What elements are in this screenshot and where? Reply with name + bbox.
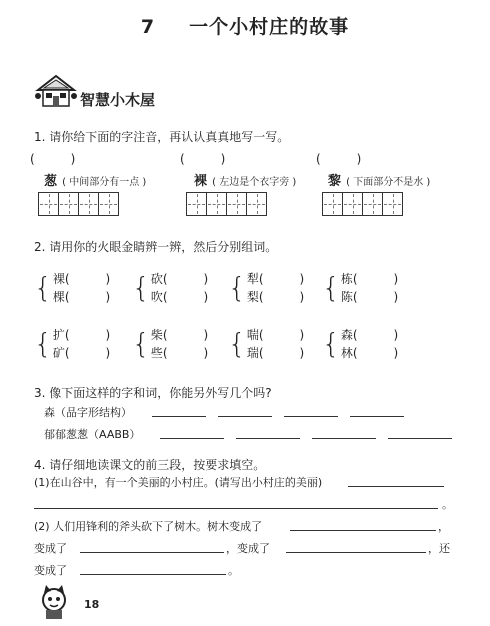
- q2-pair: {喘( ) 瑞( ): [228, 327, 305, 360]
- q1-char: 黎: [328, 174, 342, 189]
- writing-grid-1[interactable]: [38, 192, 119, 216]
- q2-word: 森(: [340, 328, 358, 342]
- q1-hint: ( 左边是个衣字旁 ): [212, 177, 297, 188]
- q4-p2-comma: ，: [438, 520, 449, 533]
- q2-word: 吹(: [150, 290, 168, 304]
- answer-line[interactable]: [290, 518, 436, 531]
- q1-char: 葱: [44, 174, 58, 189]
- lesson-title: 一个小村庄的故事: [189, 16, 350, 38]
- q2-word: 林(: [340, 346, 358, 360]
- page-number: 18: [84, 598, 100, 611]
- q2-word: 裸(: [52, 272, 70, 286]
- pinyin-paren-3: ( ): [316, 152, 362, 166]
- q2-pair: {栋( ) 陈( ): [322, 271, 399, 304]
- q2-prompt: 2. 请用你的火眼金睛辨一辨，然后分别组词。: [34, 240, 278, 254]
- q2-word: 喘(: [246, 328, 264, 342]
- q2-pair: {犁( ) 梨( ): [228, 271, 305, 304]
- answer-line[interactable]: [152, 404, 206, 417]
- answer-line[interactable]: [284, 404, 338, 417]
- q2-pair: {扩( ) 矿( ): [34, 327, 111, 360]
- answer-line[interactable]: [312, 426, 376, 439]
- pinyin-paren-2: ( ): [180, 152, 226, 166]
- q3-row2-label: 郁郁葱葱（AABB）: [44, 428, 141, 441]
- answer-line[interactable]: [80, 540, 224, 553]
- q1-item-2: [194, 170, 296, 189]
- q2-word: 扩(: [52, 328, 70, 342]
- q2-word: 砍(: [150, 272, 168, 286]
- answer-line[interactable]: [286, 540, 426, 553]
- q1-hint: ( 下面部分不是水 ): [346, 177, 431, 188]
- q1-hint: ( 中间部分有一点 ): [62, 177, 147, 188]
- q2-pair: {森( ) 林( ): [322, 327, 399, 360]
- answer-line[interactable]: [160, 426, 224, 439]
- q2-word: 矿(: [52, 346, 70, 360]
- q4-p3-end: ，还: [428, 542, 450, 555]
- q3-prompt: 3. 像下面这样的字和词，你能另外写几个吗?: [34, 386, 272, 400]
- q4-prompt: 4. 请仔细地读课文的前三段，按要求填空。: [34, 458, 266, 472]
- q2-pair: {柴( ) 些( ): [132, 327, 209, 360]
- answer-line[interactable]: [236, 426, 300, 439]
- lesson-number: 7: [140, 16, 156, 38]
- answer-line[interactable]: [34, 496, 438, 509]
- q1-char: 裸: [194, 174, 208, 189]
- cat-mascot-icon: [34, 584, 76, 620]
- q2-word: 犁(: [246, 272, 264, 286]
- q2-word: 些(: [150, 346, 168, 360]
- writing-grid-3[interactable]: [322, 192, 403, 216]
- q2-word: 棵(: [52, 290, 70, 304]
- q4-p4-end: 。: [228, 564, 239, 577]
- q4-p1-text: (1)在山谷中，有一个美丽的小村庄。(请写出小村庄的美丽): [34, 476, 323, 489]
- q2-pair: {砍( ) 吹( ): [132, 271, 209, 304]
- q4-p4-start: 变成了: [34, 564, 67, 577]
- q4-p3-start: 变成了: [34, 542, 67, 555]
- q2-word: 陈(: [340, 290, 358, 304]
- answer-line[interactable]: [388, 426, 452, 439]
- q4-p2-text: (2) 人们用锋利的斧头砍下了树木。树木变成了: [34, 520, 263, 533]
- page-title: [0, 12, 490, 39]
- answer-line[interactable]: [218, 404, 272, 417]
- q2-word: 栋(: [340, 272, 358, 286]
- section-header: 智慧小木屋: [80, 91, 156, 109]
- q4-p3-mid: ，变成了: [226, 542, 270, 555]
- q1-item-1: [44, 170, 146, 189]
- answer-line[interactable]: [348, 474, 444, 487]
- q1-prompt: 1. 请你给下面的字注音，再认认真真地写一写。: [34, 130, 290, 144]
- q2-pair: {裸( ) 棵( ): [34, 271, 111, 304]
- q1-item-3: [328, 170, 430, 189]
- wooden-hut-icon: [34, 74, 78, 108]
- answer-line[interactable]: [350, 404, 404, 417]
- q3-row1-label: 森（品字形结构）: [44, 406, 132, 419]
- answer-line[interactable]: [80, 562, 226, 575]
- q2-word: 瑞(: [246, 346, 264, 360]
- pinyin-paren-1: ( ): [30, 152, 76, 166]
- q4-p1-end: 。: [442, 498, 453, 511]
- q2-word: 柴(: [150, 328, 168, 342]
- writing-grid-2[interactable]: [186, 192, 267, 216]
- q2-word: 梨(: [246, 290, 264, 304]
